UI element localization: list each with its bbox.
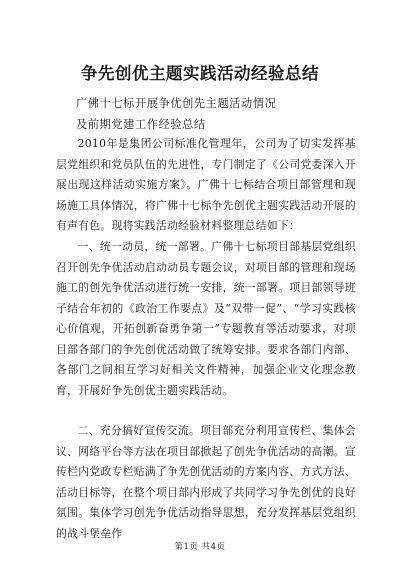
document-title: 争先创优主题实践活动经验总结 <box>81 64 319 83</box>
page-number-footer: 第1页 共4页 <box>174 542 226 552</box>
paragraph-section-2: 二、充分搞好宣传交流。项目部充分利用宣传栏、集体会议、网络平台等方法在项目部掀起了创先争优活动的高潮。宣传栏内党政专栏贴满了争先创优活动的方案内容、方式方法、活动目标等，在整个项目部内形成了共同学习争先创优的良好氛围。集体学习创先争优活动指导思想，充分发挥基层党组织的战斗堡垒作 <box>56 424 356 540</box>
paragraph-section-1: 一、统一动员，统一部署。广佛十七标项目部基层党组织召开创先争优活动启动动员专题会议，对项目部的管理和现场施工的创先争优活动进行统一安排，统一部署。项目部领导班子结合年初的《政治工作要点》及“双带一促”、“学习实践核心价值观，开拓创新奋勇争第一”专题教育等活动要求，对项目部各部门的争先创优活动做了统筹安排。要求各部门内部、各部门之间相互学习好相关文件精神，加强企业文化理念教育，开展好争先创优主题实践活动。 <box>56 240 356 397</box>
subtitle-line-2: 及前期党建工作经验总结 <box>76 118 206 131</box>
subtitle-line-1: 广佛十七标开展争优创先主题活动情况 <box>76 97 277 110</box>
paragraph-intro: 2010年是集团公司标准化管理年，公司为了切实发挥基层党组织和党员队伍的先进性，专门制定了《公司党委深入开展出现这样活动实施方案》。广佛十七标结合项目部管理和现场施工具体情况，将广佛十七标争先创优主题实践活动开展的有声有色。现将实践活动经验材料整理总结如下： <box>56 137 356 232</box>
